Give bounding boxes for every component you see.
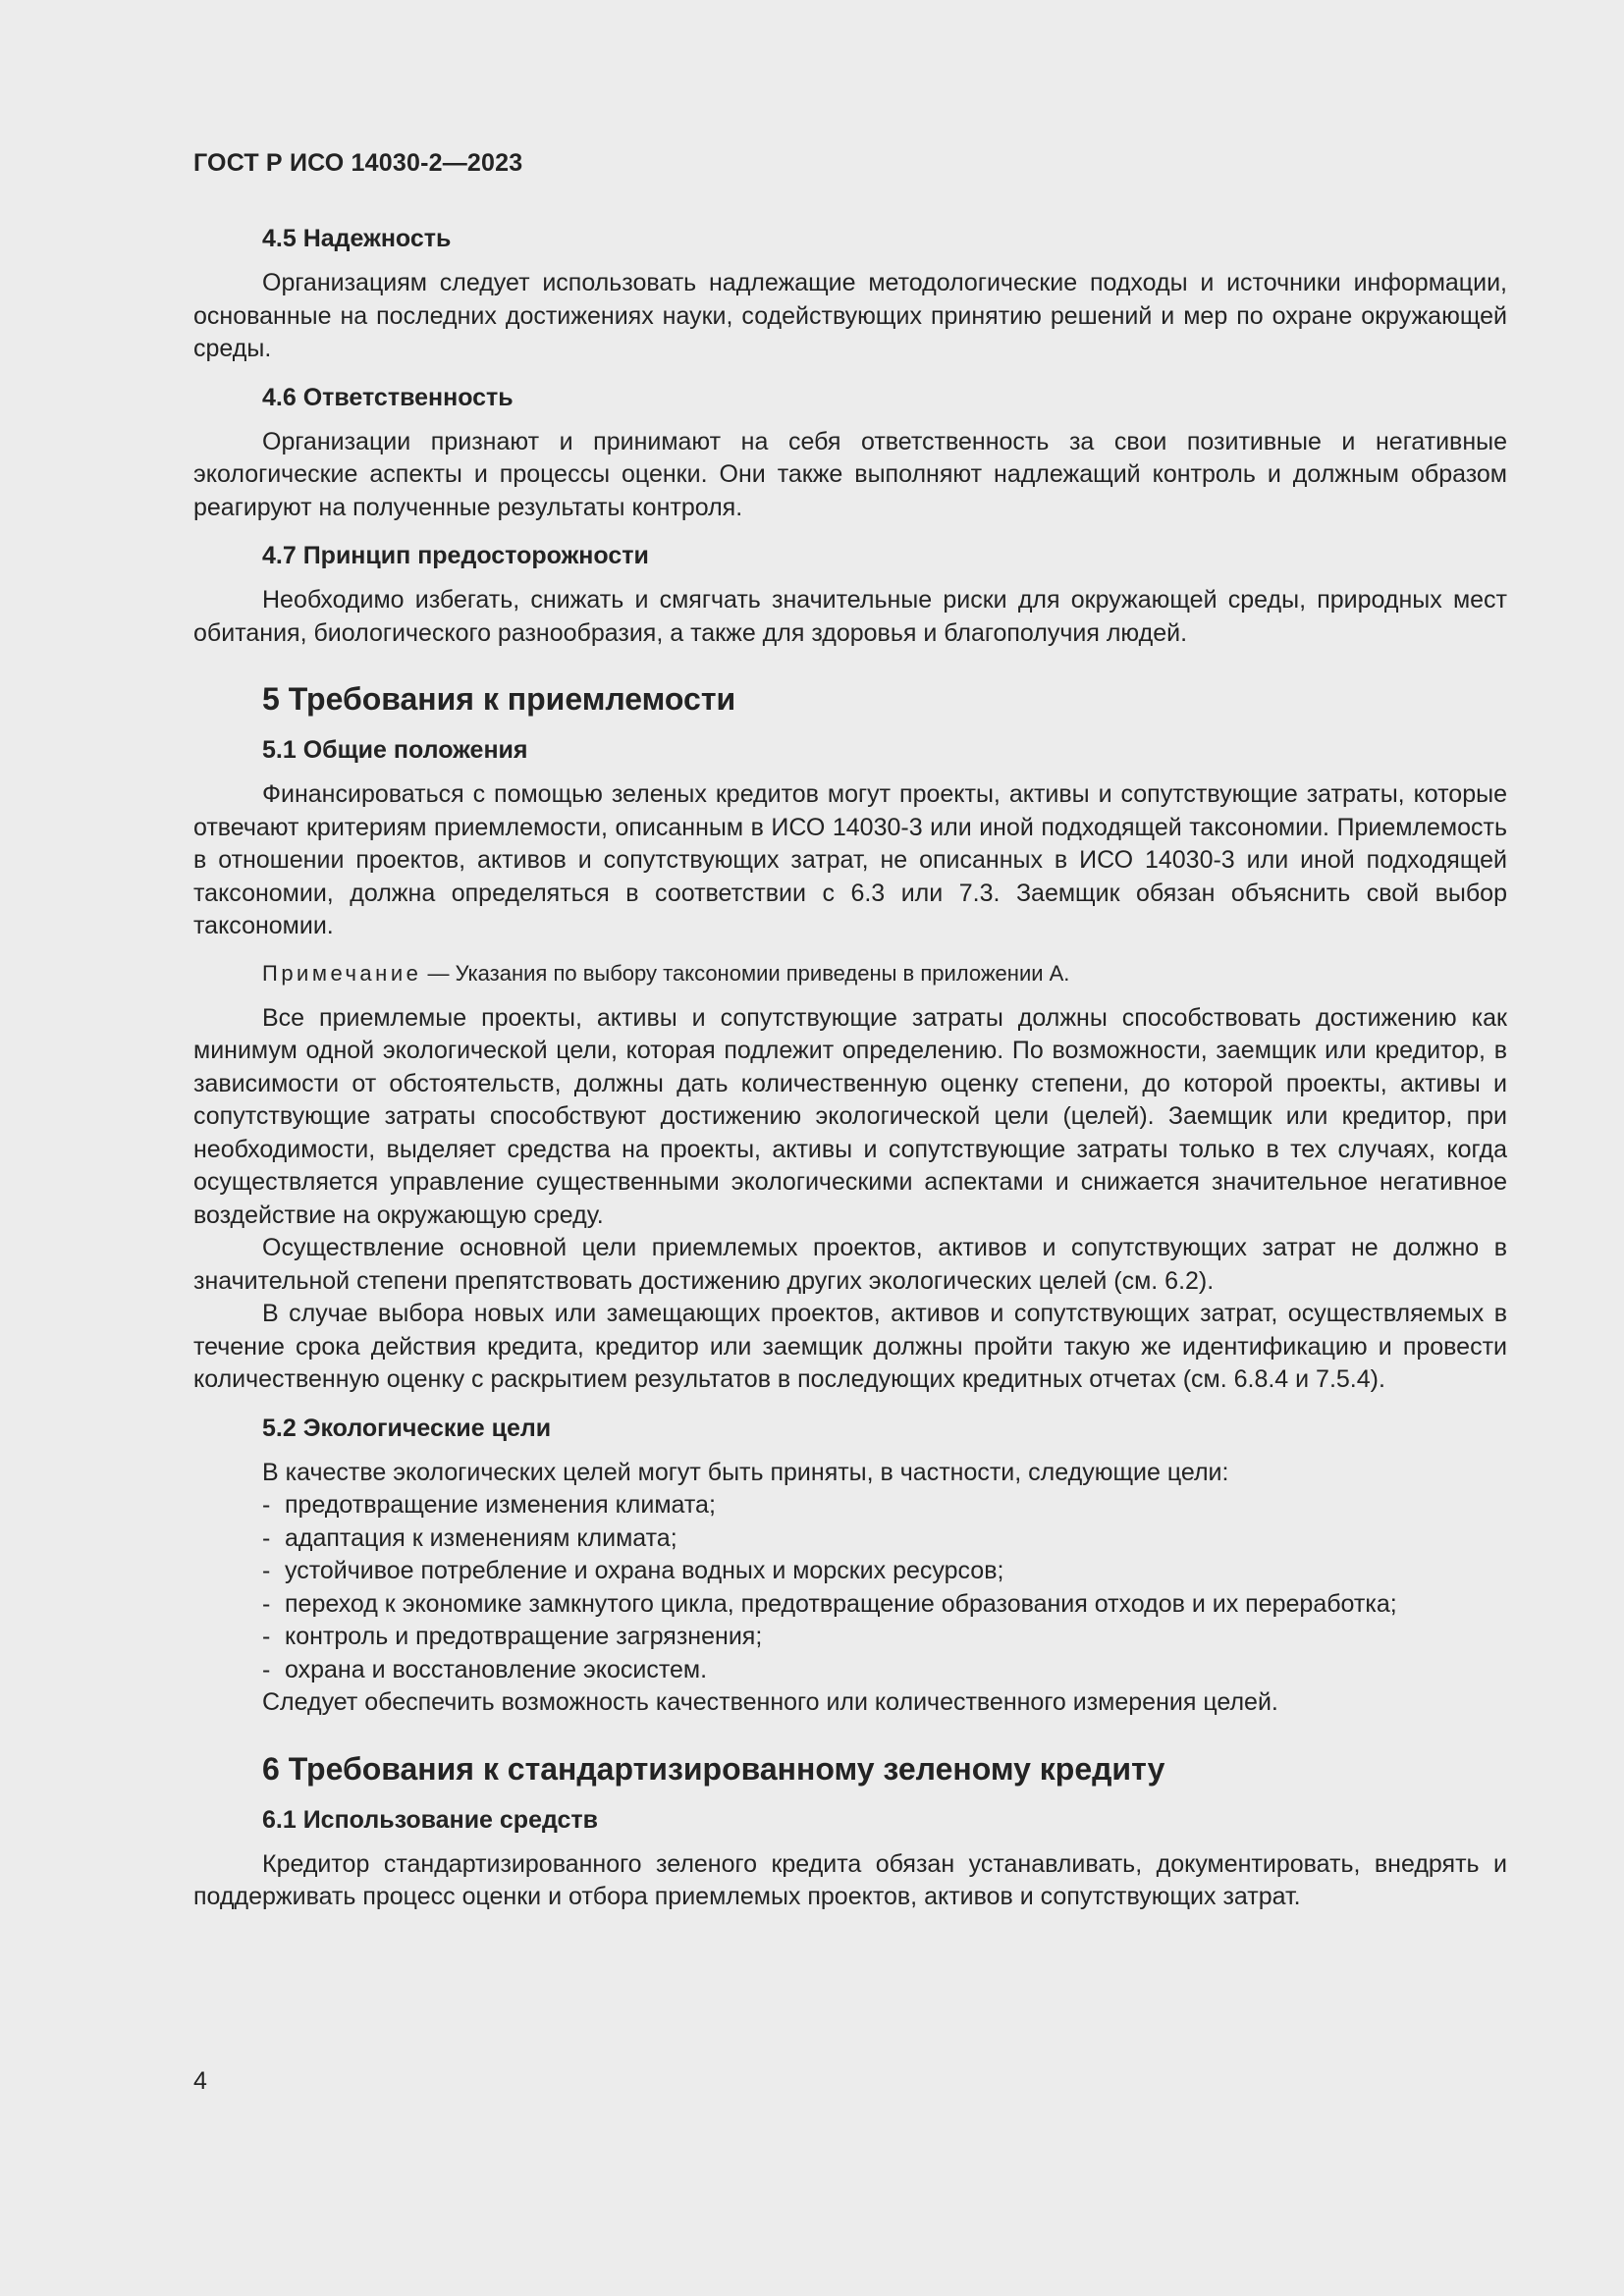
section-heading-5: 5 Требования к приемлемости <box>262 681 736 717</box>
paragraph-5-1-objectives: Все приемлемые проекты, активы и сопутствующие затраты должны способствовать достижению как минимум одной экологической цели, которая подлежит определению. По возможности, заемщик или кредитор, в зависимости от обстоятельств, должны дать количественную оценку степени, до которой проекты, активы и сопутствующие затраты способствуют достижению экологической цели (целей). Заемщик или кредитор, при необходимости, выделяет средства на проекты, активы и сопутствующие затраты только в тех случаях, когда осуществляется управление существенными экологическими аспектами и снижается значительное негативное воздействие на окружающую среду. <box>193 1003 1507 1229</box>
goals-intro: В качестве экологических целей могут быть приняты, в частности, следующие цели: <box>262 1458 1229 1486</box>
subsection-heading-5-2: 5.2 Экологические цели <box>262 1414 552 1442</box>
list-dash: - <box>262 1623 271 1650</box>
note-taxonomy <box>193 959 1507 988</box>
paragraph-5-1-eligibility: Финансироваться с помощью зеленых кредитов могут проекты, активы и сопутствующие затраты, которые отвечают критериям приемлемости, описанным в ИСО 14030-3 или иной подходящей таксономии. Приемлемость в отношении проектов, активов и сопутствующих затрат, не описанных в ИСО 14030-3 или иной подходящей таксономии, должна определяться в соответствии с 6.3 или 7.3. Заемщик обязан объяснить свой выбор таксономии. <box>193 780 1507 939</box>
document-page <box>193 137 1507 2120</box>
paragraph-4-5: Организациям следует использовать надлежащие методологические подходы и источники информации, основанные на последних достижениях науки, содействующих принятию решений и мер по охране окружающей среды. <box>193 269 1507 362</box>
environmental-goals-list <box>193 1489 1507 1686</box>
subsection-heading-5-1: 5.1 Общие положения <box>262 736 528 764</box>
list-item: - устойчивое потребление и охрана водных и морских ресурсов; <box>262 1555 1507 1588</box>
subsection-heading-4-7: 4.7 Принцип предосторожности <box>262 542 649 569</box>
section-heading-6: 6 Требования к стандартизированному зеленому кредиту <box>262 1750 1165 1787</box>
subsection-heading-6-1: 6.1 Использование средств <box>262 1805 599 1834</box>
page-content <box>193 223 1507 1930</box>
paragraph-4-6: Организации признают и принимают на себя ответственность за свои позитивные и негативные экологические аспекты и процессы оценки. Они также выполняют надлежащий контроль и должным образом реагируют на полученные результаты контроля. <box>193 427 1507 521</box>
note-label: Примечание <box>262 960 422 986</box>
note-text: — Указания по выбору таксономии приведены в приложении А. <box>421 960 1070 986</box>
goals-outro: Следует обеспечить возможность качественного или количественного измерения целей. <box>262 1688 1278 1716</box>
subsection-heading-4-6: 4.6 Ответственность <box>262 383 514 411</box>
list-item: - предотвращение изменения климата; <box>262 1489 1507 1522</box>
list-dash: - <box>262 1589 271 1618</box>
list-item: - адаптация к изменениям климата; <box>262 1522 1507 1556</box>
paragraph-4-7: Необходимо избегать, снижать и смягчать значительные риски для окружающей среды, природных мест обитания, биологического разнообразия, а также для здоровья и благополучия людей. <box>193 586 1507 647</box>
list-dash: - <box>262 1491 271 1519</box>
list-dash: - <box>262 1523 271 1552</box>
list-item: - контроль и предотвращение загрязнения; <box>262 1621 1507 1654</box>
page-number: 4 <box>193 2067 207 2095</box>
paragraph-5-1-replacement: В случае выбора новых или замещающих проектов, активов и сопутствующих затрат, осуществляемых в течение срока действия кредита, кредитор или заемщик должны пройти такую же идентификацию и провести количественную оценку с раскрытием результатов в последующих кредитных отчетах (см. 6.8.4 и 7.5.4). <box>193 1300 1507 1393</box>
document-code-header: ГОСТ Р ИСО 14030-2—2023 <box>193 149 523 177</box>
list-dash: - <box>262 1655 271 1683</box>
list-dash: - <box>262 1557 271 1584</box>
paragraph-6-1: Кредитор стандартизированного зеленого кредита обязан устанавливать, документировать, внедрять и поддерживать процесс оценки и отбора приемлемых проектов, активов и сопутствующих затрат. <box>193 1849 1507 1910</box>
list-item: - охрана и восстановление экосистем. <box>262 1654 1507 1687</box>
list-item: - переход к экономике замкнутого цикла, предотвращение образования отходов и их переработка; <box>262 1588 1507 1622</box>
paragraph-5-1-no-harm: Осуществление основной цели приемлемых проектов, активов и сопутствующих затрат не должно в значительной степени препятствовать достижению других экологических целей (см. 6.2). <box>193 1234 1507 1295</box>
subsection-heading-4-5: 4.5 Надежность <box>262 225 452 252</box>
